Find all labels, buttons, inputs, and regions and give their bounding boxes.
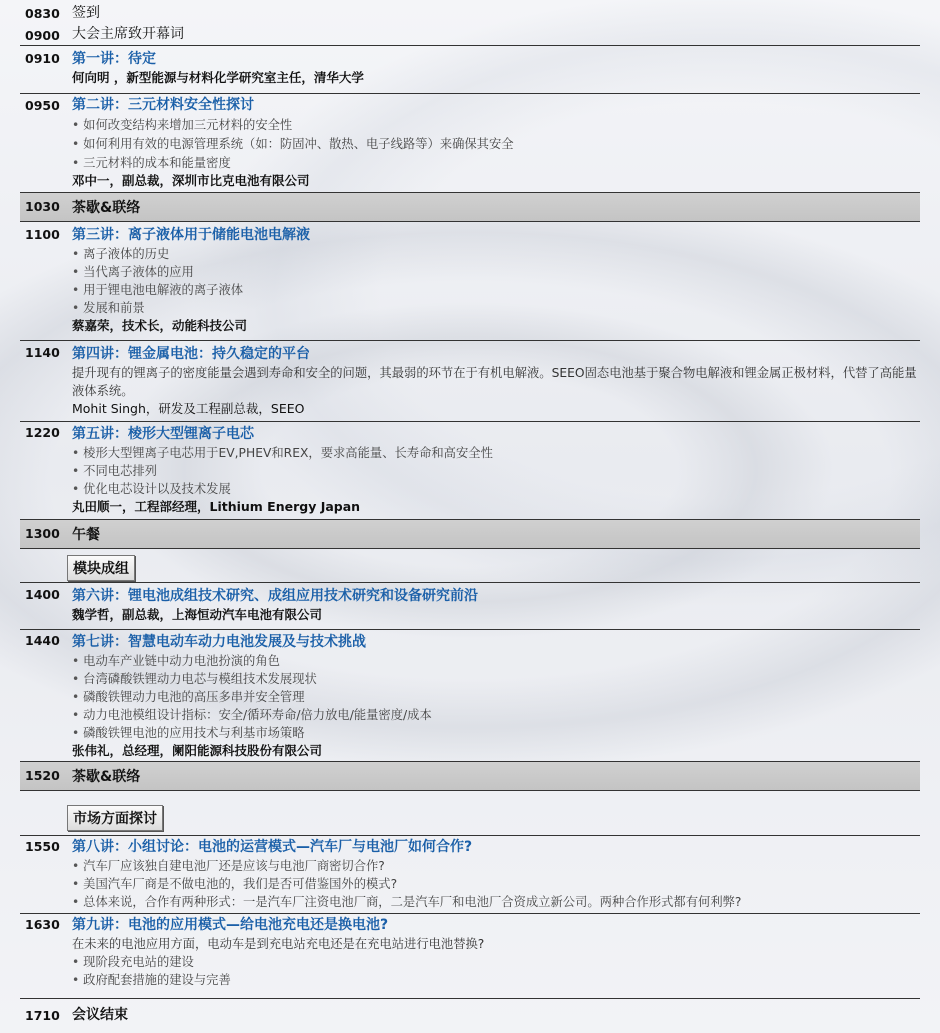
session-title: 第五讲：棱形大型锂离子电芯 bbox=[72, 426, 254, 442]
speaker: 丸田顺一，工程部经理，Lithium Energy Japan bbox=[72, 499, 361, 514]
bullet-item: • 总体来说，合作有两种形式：一是汽车厂注资电池厂商，二是汽车厂和电池厂合资成立新公司。两种合作形式都有何利弊? bbox=[72, 893, 920, 911]
session-title: 大会主席致开幕词 bbox=[72, 26, 184, 42]
bullet-item: • 台湾磷酸铁锂动力电芯与模组技术发展现状 bbox=[72, 670, 920, 688]
speaker: 蔡嘉荣，技术长，动能科技公司 bbox=[72, 318, 248, 333]
bullet-item: • 当代离子液体的应用 bbox=[72, 263, 920, 281]
bullet-item: • 如何改变结构来增加三元材料的安全性 bbox=[72, 116, 920, 134]
module-header: 市场方面探讨 bbox=[67, 805, 163, 831]
bullet-item: • 不同电芯排列 bbox=[72, 462, 920, 480]
module-header-row bbox=[0, 549, 920, 582]
bullet-item: • 如何利用有效的电源管理系统（如：防固冲、散热、电子线路等）来确保其安全 bbox=[72, 135, 920, 153]
speaker: 魏学哲，副总裁，上海恒动汽车电池有限公司 bbox=[72, 607, 323, 622]
session-time: 0910 bbox=[25, 51, 60, 66]
session-title: 签到 bbox=[72, 5, 100, 21]
bullet-item: • 三元材料的成本和能量密度 bbox=[72, 154, 920, 172]
session-title: 第二讲：三元材料安全性探讨 bbox=[72, 97, 254, 113]
bullet-item: • 棱形大型锂离子电芯用于EV,PHEV和REX，要求高能量、长寿命和高安全性 bbox=[72, 444, 920, 462]
agenda-item bbox=[0, 583, 920, 624]
module-header-row bbox=[0, 791, 920, 835]
bullet-item: • 现阶段充电站的建设 bbox=[72, 953, 920, 971]
module-header: 模块成组 bbox=[67, 555, 135, 581]
session-description: 在未来的电池应用方面，电动车是到充电站充电还是在充电站进行电池替换? bbox=[72, 937, 485, 951]
session-title: 第六讲：锂电池成组技术研究、成组应用技术研究和设备研究前沿 bbox=[72, 588, 478, 604]
session-time: 0950 bbox=[25, 98, 60, 113]
session-time: 0830 bbox=[25, 6, 60, 21]
speaker: 邓中一，副总裁，深圳市比克电池有限公司 bbox=[72, 173, 310, 188]
bullet-item: • 离子液体的历史 bbox=[72, 245, 920, 263]
session-title: 第四讲：锂金属电池：持久稳定的平台 bbox=[72, 346, 310, 362]
agenda-item bbox=[0, 422, 920, 516]
agenda-item bbox=[0, 914, 920, 989]
agenda-item bbox=[0, 0, 920, 25]
bullet-item: • 磷酸铁锂动力电池的高压多串并安全管理 bbox=[72, 688, 920, 706]
bullet-item: • 磷酸铁锂电池的应用技术与利基市场策略 bbox=[72, 724, 920, 742]
bullet-item: • 汽车厂应该独自建电池厂还是应该与电池厂商密切合作? bbox=[72, 857, 920, 875]
session-time: 1100 bbox=[25, 227, 60, 242]
session-title: 第八讲：小组讨论：电池的运营模式—汽车厂与电池厂如何合作? bbox=[72, 839, 473, 855]
session-time: 1520 bbox=[25, 768, 60, 783]
session-time: 1440 bbox=[25, 633, 60, 648]
session-time: 1630 bbox=[25, 917, 60, 932]
agenda-item bbox=[0, 341, 920, 418]
session-time: 1550 bbox=[25, 839, 60, 854]
bullet-item: • 政府配套措施的建设与完善 bbox=[72, 971, 920, 989]
agenda-item bbox=[0, 836, 920, 911]
session-time: 1140 bbox=[25, 345, 60, 360]
break-band bbox=[20, 761, 920, 791]
session-title: 茶歇&联络 bbox=[72, 769, 141, 785]
agenda-item bbox=[0, 25, 920, 44]
bullet-item: • 发展和前景 bbox=[72, 299, 920, 317]
agenda-item bbox=[0, 94, 920, 190]
bullet-item: • 优化电芯设计以及技术发展 bbox=[72, 480, 920, 498]
session-time: 1400 bbox=[25, 587, 60, 602]
session-title: 第九讲：电池的应用模式—给电池充电还是换电池? bbox=[72, 917, 389, 933]
bullet-item: • 用于锂电池电解液的离子液体 bbox=[72, 281, 920, 299]
agenda-item bbox=[0, 630, 920, 760]
speaker: 何向明 ，新型能源与材料化学研究室主任，清华大学 bbox=[72, 70, 364, 85]
session-time: 1710 bbox=[25, 1008, 60, 1023]
session-title: 第七讲：智慧电动车动力电池发展及与技术挑战 bbox=[72, 634, 366, 650]
bullet-item: • 美国汽车厂商是不做电池的，我们是否可借鉴国外的模式? bbox=[72, 875, 920, 893]
session-title: 茶歇&联络 bbox=[72, 200, 141, 216]
session-title: 午餐 bbox=[72, 527, 100, 543]
break-band bbox=[20, 519, 920, 549]
session-time: 1300 bbox=[25, 526, 60, 541]
agenda-item bbox=[0, 999, 920, 1030]
speaker: 张伟礼，总经理，阑阳能源科技股份有限公司 bbox=[72, 743, 323, 758]
session-title: 第三讲：离子液体用于储能电池电解液 bbox=[72, 227, 310, 243]
session-title: 第一讲：待定 bbox=[72, 51, 156, 67]
bullet-item: • 动力电池模组设计指标：安全/循环寿命/倍力放电/能量密度/成本 bbox=[72, 706, 920, 724]
session-time: 1030 bbox=[25, 199, 60, 214]
break-band bbox=[20, 192, 920, 222]
session-description: 提升现有的锂离子的密度能量会遇到寿命和安全的问题，其最弱的环节在于有机电解液。SEEO固态电池基于聚合物电解液和锂金属正极材料，代替了高能量液体系统。 bbox=[72, 366, 917, 398]
session-title: 会议结束 bbox=[72, 1007, 128, 1023]
session-time: 1220 bbox=[25, 425, 60, 440]
session-time: 0900 bbox=[25, 28, 60, 43]
agenda-item bbox=[0, 46, 920, 87]
agenda-item bbox=[0, 222, 920, 335]
bullet-item: • 电动车产业链中动力电池扮演的角色 bbox=[72, 652, 920, 670]
speaker: Mohit Singh，研发及工程副总裁，SEEO bbox=[72, 401, 305, 416]
